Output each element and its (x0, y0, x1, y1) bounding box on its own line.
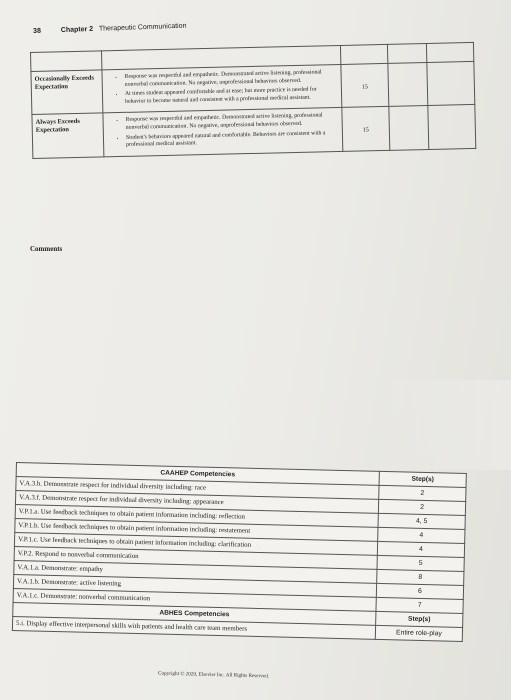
rubric-bullet: • Response was respectful and empathetic. Demonstrated active listening, professional nonverbal communication. No negative, unprofessional behaviors observed. (126, 112, 338, 132)
rubric-score-cell (427, 61, 475, 105)
competency-step: 4 (377, 541, 464, 557)
rubric-score-cell (428, 105, 476, 149)
rubric-description (103, 108, 343, 157)
competency-text: V.A.3.b. Demonstrate respect for individual diversity including: race (16, 477, 379, 500)
competency-step: 7 (376, 597, 463, 613)
competency-text: V.A.3.f. Demonstrate respect for individual diversity including: appearance (15, 491, 378, 514)
light-reflection (380, 380, 511, 470)
rubric-level: Occasionally Exceeds Expectation (31, 70, 103, 115)
page-header (33, 23, 187, 35)
rubric-score-cell (389, 106, 429, 150)
rubric-points: 15 (342, 107, 390, 151)
rubric-bullet: • Student's behaviors appeared natural and comfortable. Behaviors are consistent with a professional medical assistant. (126, 130, 338, 150)
competency-step: 5 (377, 555, 464, 571)
competency-step: 2 (379, 485, 466, 501)
competency-text: V.A.1.c. Demonstrate: nonverbal communication (13, 588, 376, 611)
abhes-steps-header: Step(s) (376, 611, 463, 627)
competency-text: V.A.1.a. Demonstrate: empathy (14, 560, 377, 583)
competency-step: 4 (378, 527, 465, 543)
competency-text: 5.i. Display effective interpersonal skills with patients and health care team members (12, 616, 375, 639)
copyright: Copyright © 2020, Elsevier Inc. All Rights Reserved. (157, 670, 270, 680)
steps-header: Step(s) (379, 471, 466, 487)
competency-step: 2 (378, 499, 465, 515)
abhes-header: ABHES Competencies (13, 602, 376, 625)
competencies-table (12, 462, 467, 642)
competency-step: 8 (377, 569, 464, 585)
comments-label: Comments (30, 245, 63, 253)
rubric-bullet: • Response was respectful and empathetic. Demonstrated active listening, professional nonverbal communication. No negative, unprofessional behaviors observed. (125, 69, 337, 89)
rubric-level: Always Exceeds Expectation (32, 113, 104, 158)
rubric-bullet: • At times student appeared comfortable and at ease; but more practice is needed for behavior to become natural and consistent with a professional medical assistant. (125, 86, 337, 106)
rubric-score-cell (388, 62, 428, 106)
competency-step: 4, 5 (378, 513, 465, 529)
competency-text: V.P.2. Respond to nonverbal communication (14, 546, 377, 569)
rubric-table (30, 42, 476, 159)
competency-text: V.P.1.a. Use feedback techniques to obtain patient information including: reflection (15, 504, 378, 527)
chapter-title: Therapeutic Communication (98, 22, 187, 33)
page-number: 38 (33, 27, 42, 35)
competency-step: 6 (376, 583, 463, 599)
caahep-header: CAAHEP Competencies (16, 463, 379, 486)
competency-text: V.P.1.c. Use feedback techniques to obtain patient information including: clarification (14, 532, 377, 555)
rubric-row (32, 105, 476, 158)
competency-step: Entire role-play (375, 625, 462, 641)
chapter-label: Chapter 2 (60, 25, 94, 35)
rubric-points: 15 (341, 63, 389, 107)
competency-text: V.P.1.b. Use feedback techniques to obtain patient information including: restatement (15, 518, 378, 541)
rubric-description (102, 64, 342, 113)
competency-text: V.A.1.b. Demonstrate: active listening (13, 574, 376, 597)
